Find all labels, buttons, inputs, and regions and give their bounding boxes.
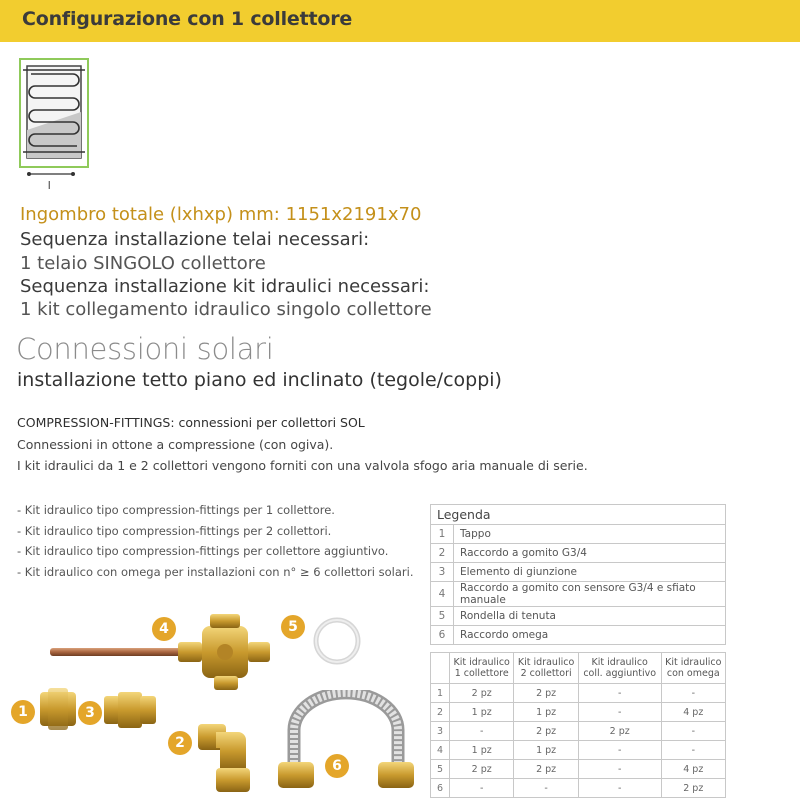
row-number: 3 <box>431 722 450 741</box>
table-cell: 2 pz <box>514 760 578 779</box>
table-cell: - <box>578 684 661 703</box>
table-cell: - <box>661 741 725 760</box>
legend-label: Raccordo a gomito con sensore G3/4 e sfiato manuale <box>454 582 726 607</box>
row-number: 4 <box>431 741 450 760</box>
table-row <box>431 626 726 645</box>
row-number: 2 <box>431 703 450 722</box>
column-header-line: Kit idraulico <box>517 657 575 668</box>
legend-label: Raccordo a gomito G3/4 <box>454 544 726 563</box>
section-subtitle: installazione tetto piano ed inclinato (tegole/coppi) <box>17 369 502 391</box>
table-cell: - <box>661 684 725 703</box>
table-cell: 4 pz <box>661 760 725 779</box>
legend-label: Tappo <box>454 525 726 544</box>
badge-4: 4 <box>152 617 176 641</box>
table-cell: - <box>450 722 514 741</box>
elbow-fitting-image <box>196 718 256 794</box>
total-dimensions: Ingombro totale (lxhxp) mm: 1151x2191x70 <box>20 204 422 225</box>
table-cell: 1 pz <box>514 741 578 760</box>
table-cell: - <box>578 703 661 722</box>
list-item: - Kit idraulico tipo compression-fittings per 1 collettore. <box>17 503 335 517</box>
table-cell: 1 pz <box>514 703 578 722</box>
intro-lead <box>17 415 365 430</box>
column-header-line: 2 collettori <box>520 668 572 679</box>
table-cell: - <box>514 779 578 798</box>
legend-title: Legenda <box>431 505 726 525</box>
column-header <box>661 653 725 684</box>
intro-lead-bold: COMPRESSION-FITTINGS <box>17 415 171 430</box>
legend-label: Raccordo omega <box>454 626 726 645</box>
collector-diagram <box>19 58 89 168</box>
row-number: 1 <box>431 684 450 703</box>
list-item: - Kit idraulico tipo compression-fittings per 2 collettori. <box>17 523 332 538</box>
badge-2: 2 <box>168 731 192 755</box>
legend-number: 5 <box>431 607 454 626</box>
kit-bullet-list <box>17 500 414 582</box>
column-header-line: Kit idraulico <box>665 657 722 668</box>
table-cell: 2 pz <box>514 684 578 703</box>
column-header <box>514 653 578 684</box>
legend-label: Rondella di tenuta <box>454 607 726 626</box>
kit-quantity-table <box>430 652 726 798</box>
table-row <box>431 544 726 563</box>
column-header-line: Kit idraulico <box>591 657 648 668</box>
column-header-line: Kit idraulico <box>453 657 510 668</box>
frames-value: 1 telaio SINGOLO collettore <box>20 253 266 274</box>
width-dimension-icon <box>26 168 76 190</box>
solar-collector-icon <box>21 60 87 166</box>
table-cell: 1 pz <box>450 703 514 722</box>
column-header <box>450 653 514 684</box>
table-cell: 2 pz <box>514 722 578 741</box>
list-item: - Kit idraulico con omega per installazioni con n° ≥ 6 collettori solari. <box>17 564 414 579</box>
table-row <box>431 703 726 722</box>
column-header-line: con omega <box>666 668 720 679</box>
table-cell: 2 pz <box>450 684 514 703</box>
badge-5: 5 <box>281 615 305 639</box>
table-cell: 1 pz <box>450 741 514 760</box>
row-number: 5 <box>431 760 450 779</box>
omega-fitting-image <box>272 690 420 794</box>
table-row <box>431 525 726 544</box>
row-number: 6 <box>431 779 450 798</box>
sealing-washer-image <box>312 616 362 666</box>
table-cell: - <box>661 722 725 741</box>
table-row <box>431 563 726 582</box>
table-cell: 4 pz <box>661 703 725 722</box>
table-row <box>431 582 726 607</box>
column-header-line: coll. aggiuntivo <box>583 668 657 679</box>
corner-cell <box>431 653 450 684</box>
table-row <box>431 722 726 741</box>
svg-text:l: l <box>48 180 51 190</box>
table-cell: - <box>578 741 661 760</box>
table-cell: 2 pz <box>450 760 514 779</box>
list-item: - Kit idraulico tipo compression-fittings per collettore aggiuntivo. <box>17 544 389 558</box>
intro-line-2: I kit idraulici da 1 e 2 collettori vengono forniti con una valvola sfogo aria manuale di serie. <box>17 458 588 473</box>
table-header-row <box>431 653 726 684</box>
intro-lead-rest: : connessioni per collettori SOL <box>170 415 365 430</box>
legend-number: 4 <box>431 582 454 607</box>
header-banner <box>0 0 800 42</box>
legend-number: 6 <box>431 626 454 645</box>
section-title: Connessioni solari <box>16 332 274 366</box>
intro-line-1: Connessioni in ottone a compressione (con ogiva). <box>17 437 334 452</box>
kits-heading: Sequenza installazione kit idraulici necessari: <box>20 276 430 297</box>
joint-element-image <box>104 690 156 730</box>
badge-3: 3 <box>78 701 102 725</box>
table-row <box>431 779 726 798</box>
column-header <box>578 653 661 684</box>
legend-number: 1 <box>431 525 454 544</box>
badge-6: 6 <box>325 754 349 778</box>
legend-number: 3 <box>431 563 454 582</box>
table-row <box>431 684 726 703</box>
table-cell: - <box>578 779 661 798</box>
kits-value: 1 kit collegamento idraulico singolo collettore <box>20 299 432 320</box>
page-title: Configurazione con 1 collettore <box>22 8 353 30</box>
frames-heading: Sequenza installazione telai necessari: <box>20 229 370 250</box>
table-cell: 2 pz <box>578 722 661 741</box>
column-header-line: 1 collettore <box>454 668 509 679</box>
cap-fitting-image <box>38 688 78 730</box>
table-row <box>431 741 726 760</box>
legend-label: Elemento di giunzione <box>454 563 726 582</box>
table-cell: - <box>450 779 514 798</box>
legend-number: 2 <box>431 544 454 563</box>
legend-table <box>430 504 726 645</box>
table-cell: - <box>578 760 661 779</box>
table-row <box>431 607 726 626</box>
badge-1: 1 <box>11 700 35 724</box>
table-cell: 2 pz <box>661 779 725 798</box>
table-row <box>431 760 726 779</box>
